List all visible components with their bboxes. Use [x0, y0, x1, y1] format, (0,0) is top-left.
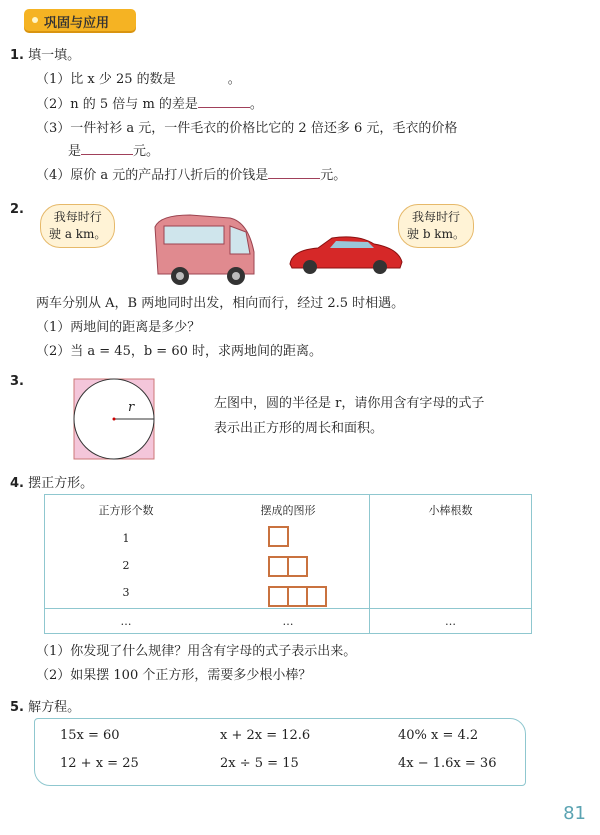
bus-illustration	[150, 212, 260, 290]
answer-blank[interactable]	[268, 166, 320, 179]
q1-item-3-line2	[68, 140, 159, 159]
cell: …	[120, 614, 132, 628]
header: 正方形个数	[98, 504, 154, 517]
q3-num: 3.	[10, 374, 24, 389]
q5-heading	[10, 696, 80, 715]
bubble-line: 我每时行	[53, 210, 102, 224]
q2-item-1: （1）两地间的距离是多少？	[36, 320, 201, 335]
header: 摆成的图形	[260, 504, 316, 517]
q-title: 解方程。	[28, 700, 81, 715]
answer-blank[interactable]	[176, 70, 228, 83]
q3-text-line1: 左图中，圆的半径是 r，请你用含有字母的式子	[214, 396, 485, 411]
bubble-line: 我每时行	[411, 210, 460, 224]
answer-blank[interactable]	[198, 95, 250, 108]
cell: 3	[122, 586, 130, 599]
item-text: （1）比 x 少 25 的数是	[36, 72, 176, 87]
q2-text: 两车分别从 A，B 两地同时出发，相向而行，经过 2.5 时相遇。	[36, 296, 405, 311]
radius-label: r	[128, 400, 135, 415]
cell: …	[282, 614, 294, 628]
item-text: （4）原价 a 元的产品打八折后的价钱是	[36, 168, 269, 183]
item-text: （2）n 的 5 倍与 m 的差是	[36, 97, 198, 112]
column-count	[45, 495, 208, 609]
q4-item-1: （1）你发现了什么规律？用含有字母的式子表示出来。	[36, 644, 357, 659]
q2-item-2: （2）当 a = 45，b = 60 时，求两地间的距离。	[36, 344, 323, 359]
cell: 2	[122, 559, 130, 572]
q1-item-3: （3）一件衬衫 a 元，一件毛衣的价格比它的 2 倍还多 6 元，毛衣的价格	[36, 121, 458, 136]
answer-blank[interactable]	[81, 142, 133, 155]
page-number: 81	[563, 803, 586, 824]
unit: 元。	[133, 144, 160, 159]
bubble-line: 驶 a km。	[49, 227, 107, 241]
header: 小棒根数	[428, 504, 473, 517]
q-title: 填一填。	[28, 48, 81, 63]
column-sticks	[370, 495, 532, 609]
punct: 。	[249, 97, 263, 112]
speech-bubble-left	[40, 204, 115, 248]
q4-heading	[10, 472, 93, 491]
speech-bubble-right	[398, 204, 474, 248]
q4-item-2: （2）如果摆 100 个正方形，需要多少根小棒？	[36, 668, 312, 683]
column-figure	[207, 495, 370, 609]
equation: 4x − 1.6x = 36	[398, 756, 497, 771]
equation: 12 + x = 25	[60, 756, 139, 771]
q1-item-4	[36, 164, 346, 183]
circle-in-square-figure	[73, 378, 155, 460]
q1-item-2	[36, 93, 263, 112]
square-figures	[208, 526, 368, 607]
equation: 2x ÷ 5 = 15	[220, 756, 299, 771]
equation: 40% x = 4.2	[398, 728, 479, 743]
item-text: 是	[68, 144, 82, 159]
equation: x + 2x = 12.6	[220, 728, 311, 743]
punct: 。	[227, 72, 241, 87]
q3-text-line2: 表示出正方形的周长和面积。	[214, 421, 384, 436]
q-title: 摆正方形。	[28, 476, 94, 491]
dot-icon	[32, 17, 38, 23]
q-num: 4.	[10, 476, 24, 491]
unit: 元。	[320, 168, 347, 183]
section-title: 巩固与应用	[44, 16, 110, 31]
cell: 1	[122, 532, 130, 545]
q2-num: 2.	[10, 202, 24, 217]
bubble-line: 驶 b km。	[407, 227, 465, 241]
section-badge	[24, 9, 136, 31]
sticks-table	[44, 494, 532, 634]
car-illustration	[288, 236, 404, 276]
q1-item-1	[36, 68, 241, 87]
q-num: 5.	[10, 700, 24, 715]
q-num: 1.	[10, 48, 24, 63]
equation: 15x = 60	[60, 728, 120, 743]
cell: …	[370, 609, 532, 634]
q1-heading	[10, 44, 80, 63]
